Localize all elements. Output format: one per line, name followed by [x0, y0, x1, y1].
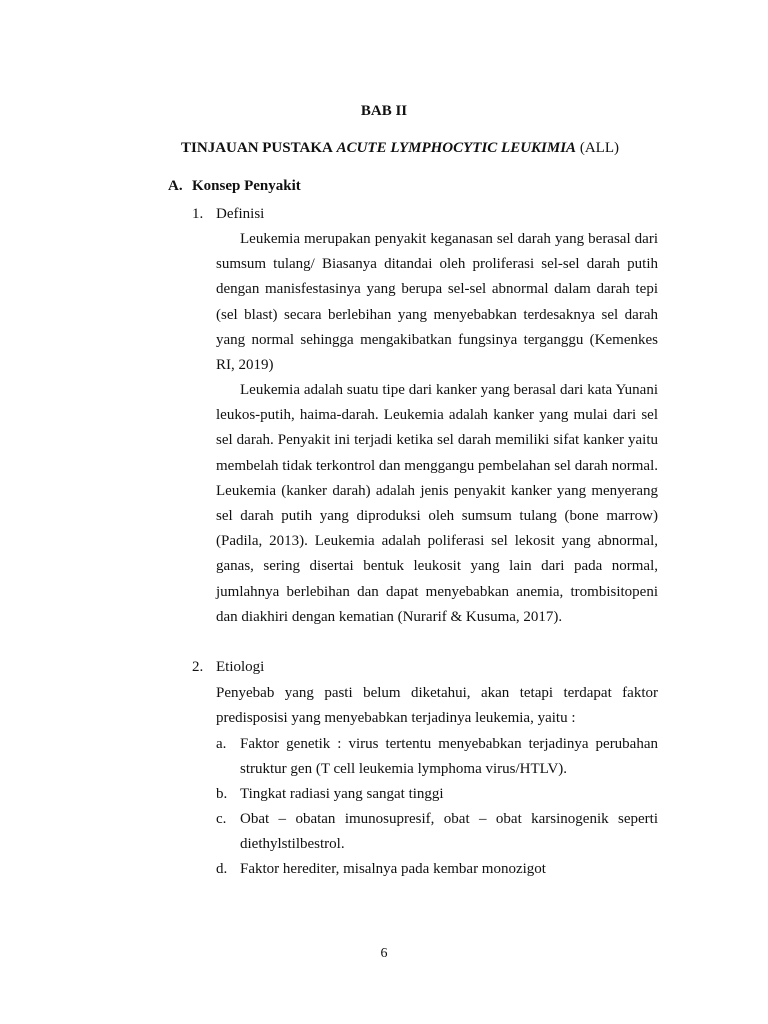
list-item-letter: d.	[216, 861, 228, 877]
section-heading	[168, 178, 301, 195]
list-item-text: Faktor genetik : virus tertentu menyebabkan terjadinya perubahan struktur gen (T cell leukemia lymphoma virus/HTLV).	[240, 736, 658, 778]
list-item-letter: a.	[216, 736, 227, 752]
list-item	[216, 807, 658, 857]
list-item-text: Faktor herediter, misalnya pada kembar monozigot	[240, 861, 546, 877]
chapter-heading: BAB II	[360, 103, 408, 119]
chapter-title	[0, 140, 768, 157]
subsection-heading-definisi	[192, 206, 264, 223]
section-letter: A.	[168, 178, 183, 194]
paragraph-definisi-1: Leukemia merupakan penyakit keganasan sel darah yang berasal dari sumsum tulang/ Biasanya ditandai oleh proliferasi sel-sel darah putih dengan manisfestasinya yang berupa sel-sel abnormal dalam darah tepi (sel blast) secara berlebihan yang menyebabkan terdesaknya sel darah yang normal sehingga mengakibatkan fungsinya terganggu (Kemenkes RI, 2019)	[216, 231, 658, 374]
page-number: 6	[380, 946, 388, 961]
list-item-text: Tingkat radiasi yang sangat tinggi	[240, 786, 444, 802]
subsection-number: 1.	[192, 206, 204, 222]
section-title: Konsep Penyakit	[192, 178, 301, 194]
chapter-title-italic: ACUTE LYMPHOCYTIC LEUKIMIA	[336, 140, 577, 156]
chapter-title-suffix: (ALL)	[579, 140, 619, 156]
subsection-title: Etiologi	[216, 659, 265, 675]
list-item-letter: b.	[216, 786, 228, 802]
list-item-text: Obat – obatan imunosupresif, obat – obat karsinogenik seperti diethylstilbestrol.	[240, 811, 658, 853]
list-item	[216, 857, 658, 882]
paragraph-etiologi-intro: Penyebab yang pasti belum diketahui, akan tetapi terdapat faktor predisposisi yang menyebabkan terjadinya leukemia, yaitu :	[216, 685, 658, 727]
paragraph-definisi-2: Leukemia adalah suatu tipe dari kanker yang berasal dari kata Yunani leukos-putih, haima-darah. Leukemia adalah kanker yang mulai dari sel sel darah. Penyakit ini terjadi ketika sel darah memiliki sifat kanker yaitu membelah tidak terkontrol dan menggangu pembelahan sel darah normal. Leukemia (kanker darah) adalah jenis penyakit kanker yang menyerang sel darah putih yang diproduksi oleh sumsum tulang (bone marrow) (Padila, 2013). Leukemia adalah poliferasi sel lekosit yang abnormal, ganas, sering disertai bentuk leukosit yang lain dari pada normal, jumlahnya berlebihan dan dapat menyebabkan anemia, trombisitopeni dan diakhiri dengan kematian (Nurarif & Kusuma, 2017).	[216, 382, 658, 625]
subsection-title: Definisi	[216, 206, 265, 222]
subsection-number: 2.	[192, 659, 204, 675]
list-item	[216, 782, 658, 807]
list-item-letter: c.	[216, 811, 227, 827]
subsection-heading-etiologi	[192, 659, 264, 676]
list-item	[216, 732, 658, 782]
chapter-title-prefix: TINJAUAN PUSTAKA	[181, 140, 333, 156]
